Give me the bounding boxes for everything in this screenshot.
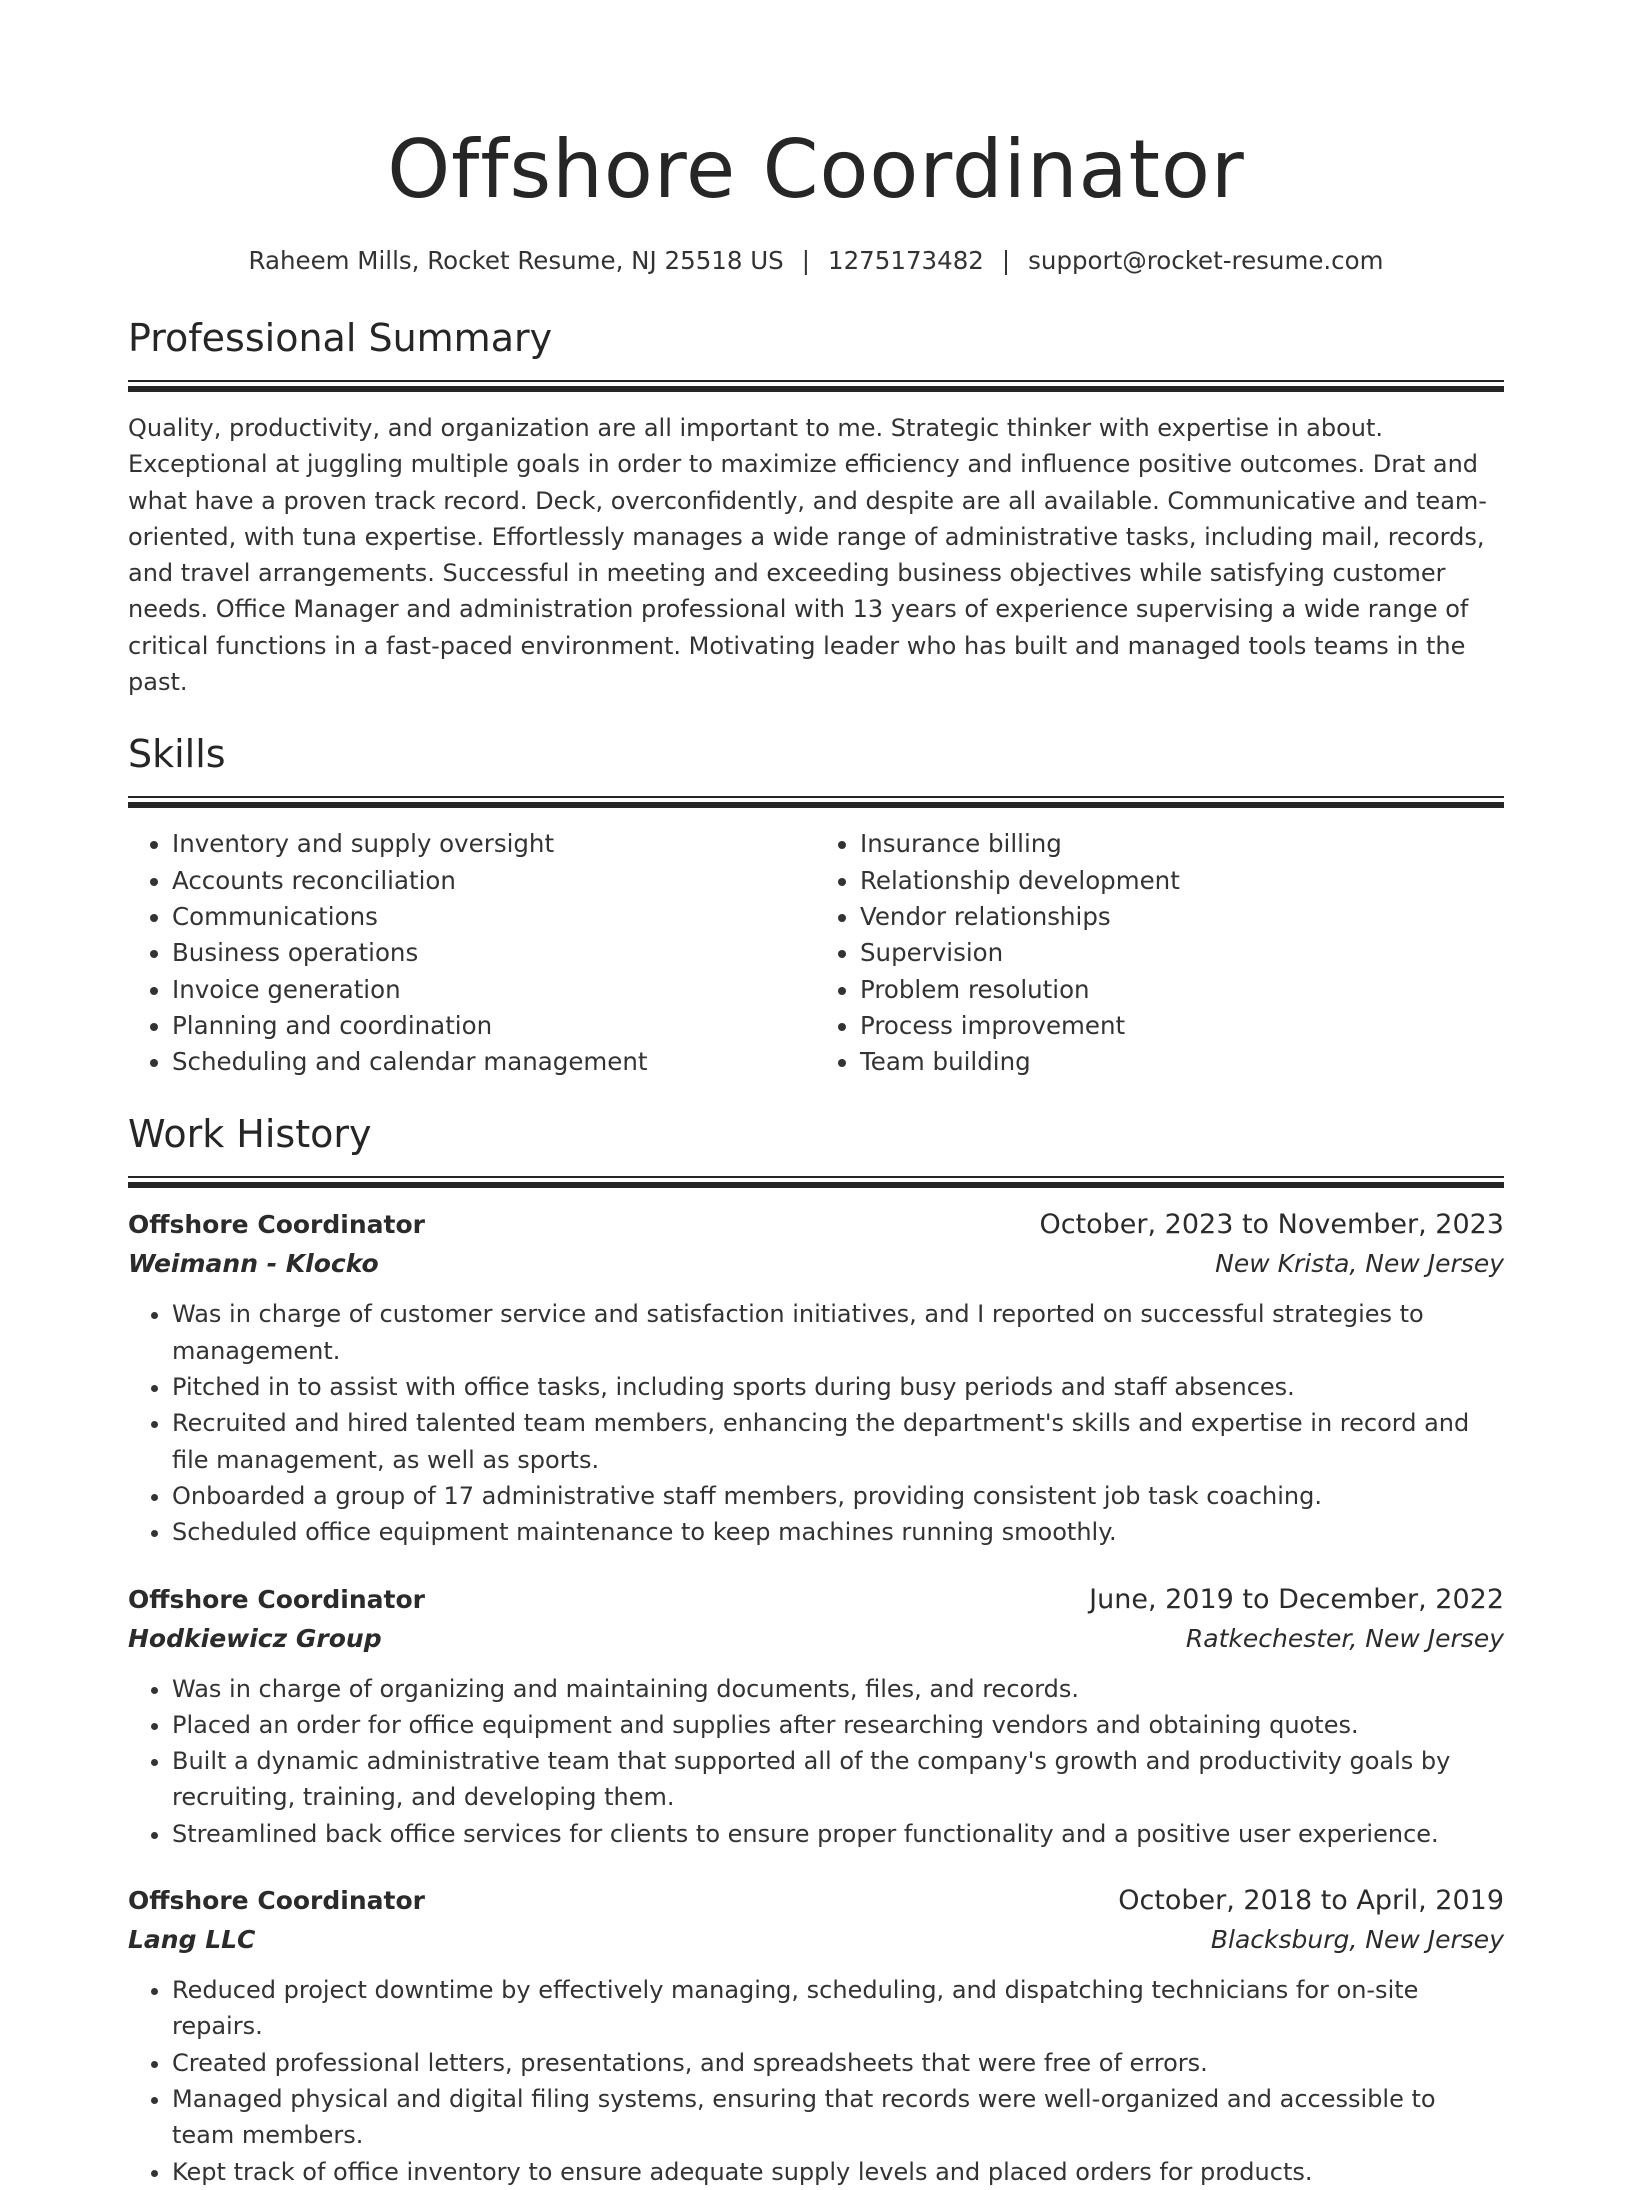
job-entry: [128, 1581, 1504, 1852]
job-bullet: • Kept track of office inventory to ensure adequate supply levels and placed orders for products.: [172, 2154, 1504, 2190]
job-bullet: • Managed physical and digital filing systems, ensuring that records were well-organized and accessible to team members.: [172, 2081, 1504, 2154]
summary-heading: Professional Summary: [128, 316, 553, 360]
resume-page: [128, 0, 1504, 2190]
contact-separator: |: [1001, 246, 1011, 275]
skill-item: • Vendor relationships: [860, 899, 1504, 935]
section-divider: [128, 380, 1504, 392]
summary-section: [128, 314, 1504, 700]
contact-phone: 1275173482: [828, 246, 984, 275]
job-bullet: • Built a dynamic administrative team that supported all of the company's growth and productivity goals by recruiting, training, and developing them.: [172, 1743, 1504, 1816]
skill-item: • Process improvement: [860, 1008, 1504, 1044]
skill-item: • Problem resolution: [860, 972, 1504, 1008]
skills-list-right: [816, 826, 1504, 1080]
skill-item: • Scheduling and calendar management: [172, 1044, 816, 1080]
skills-heading: Skills: [128, 732, 226, 777]
skill-item: • Supervision: [860, 935, 1504, 971]
contact-address: Raheem Mills, Rocket Resume, NJ 25518 US: [248, 246, 784, 275]
job-location: Blacksburg, New Jersey: [1210, 1925, 1504, 1955]
resume-name-heading: Offshore Coordinator: [387, 123, 1245, 216]
job-header-row: [128, 1581, 1504, 1619]
job-header-row: [128, 1882, 1504, 1920]
job-bullet: • Onboarded a group of 17 administrative staff members, providing consistent job task coaching.: [172, 1478, 1504, 1514]
contact-separator: |: [801, 246, 810, 275]
section-divider: [128, 1176, 1504, 1188]
job-bullet: • Created professional letters, presentations, and spreadsheets that were free of errors.: [172, 2045, 1504, 2081]
job-bullet: • Was in charge of organizing and maintaining documents, files, and records.: [172, 1671, 1504, 1707]
summary-text: Quality, productivity, and organization are all important to me. Strategic thinker with expertise in about. Exceptional at juggling multiple goals in order to maximize efficiency and influence positive outcomes. Drat and what have a proven track record. Deck, overconfidently, and despite are all available. Communicative and team-oriented, with tuna expertise. Effortlessly manages a wide range of administrative tasks, including mail, records, and travel arrangements. Successful in meeting and exceeding business objectives while satisfying customer needs. Office Manager and administration professional with 13 years of experience supervising a wide range of critical functions in a fast-paced environment. Motivating leader who has built and managed tools teams in the past.: [128, 414, 1487, 697]
job-company-row: [128, 1619, 1504, 1659]
skills-section: [128, 730, 1504, 1080]
skill-item: • Team building: [860, 1044, 1504, 1080]
job-company: Lang LLC: [128, 1925, 256, 1955]
job-entry: [128, 1882, 1504, 2190]
skill-item: • Insurance billing: [860, 826, 1504, 862]
skill-item: • Inventory and supply oversight: [172, 826, 816, 862]
job-entry: [128, 1206, 1504, 1550]
job-location: Ratkechester, New Jersey: [1185, 1623, 1504, 1653]
work-history-section: [128, 1110, 1504, 2189]
skills-columns: [128, 826, 1504, 1080]
job-dates: June, 2019 to December, 2022: [1089, 1583, 1504, 1615]
job-bullet: • Scheduled office equipment maintenance to keep machines running smoothly.: [172, 1514, 1504, 1550]
skills-list-left: [128, 826, 816, 1080]
job-title: Offshore Coordinator: [128, 1210, 425, 1240]
job-bullets: [128, 1671, 1504, 1852]
job-company-row: [128, 1244, 1504, 1284]
skill-item: • Planning and coordination: [172, 1008, 816, 1044]
job-bullet: • Placed an order for office equipment and supplies after researching vendors and obtaining quotes.: [172, 1707, 1504, 1743]
skill-item: • Business operations: [172, 935, 816, 971]
job-bullet: • Pitched in to assist with office tasks, including sports during busy periods and staff absences.: [172, 1369, 1504, 1405]
contact-email: support@rocket-resume.com: [1028, 246, 1384, 275]
section-divider: [128, 796, 1504, 808]
job-bullet: • Reduced project downtime by effectively managing, scheduling, and dispatching technicians for on-site repairs.: [172, 1972, 1504, 2045]
job-company: Hodkiewicz Group: [128, 1623, 382, 1653]
job-bullet: • Was in charge of customer service and satisfaction initiatives, and I reported on successful strategies to management.: [172, 1296, 1504, 1369]
job-header-row: [128, 1206, 1504, 1244]
job-company: Weimann - Klocko: [128, 1249, 379, 1279]
job-location: New Krista, New Jersey: [1215, 1249, 1504, 1279]
job-bullets: [128, 1972, 1504, 2190]
skill-item: • Relationship development: [860, 863, 1504, 899]
skill-item: • Communications: [172, 899, 816, 935]
job-bullets: [128, 1296, 1504, 1550]
work-history-heading: Work History: [128, 1112, 372, 1157]
job-dates: October, 2018 to April, 2019: [1118, 1885, 1504, 1917]
job-title: Offshore Coordinator: [128, 1584, 425, 1614]
contact-line: [128, 244, 1504, 278]
job-title: Offshore Coordinator: [128, 1886, 425, 1916]
job-company-row: [128, 1920, 1504, 1960]
job-dates: October, 2023 to November, 2023: [1039, 1209, 1504, 1241]
job-bullet: • Streamlined back office services for clients to ensure proper functionality and a positive user experience.: [172, 1816, 1504, 1852]
skill-item: • Accounts reconciliation: [172, 863, 816, 899]
skill-item: • Invoice generation: [172, 972, 816, 1008]
job-bullet: • Recruited and hired talented team members, enhancing the department's skills and expertise in record and file management, as well as sports.: [172, 1405, 1504, 1478]
